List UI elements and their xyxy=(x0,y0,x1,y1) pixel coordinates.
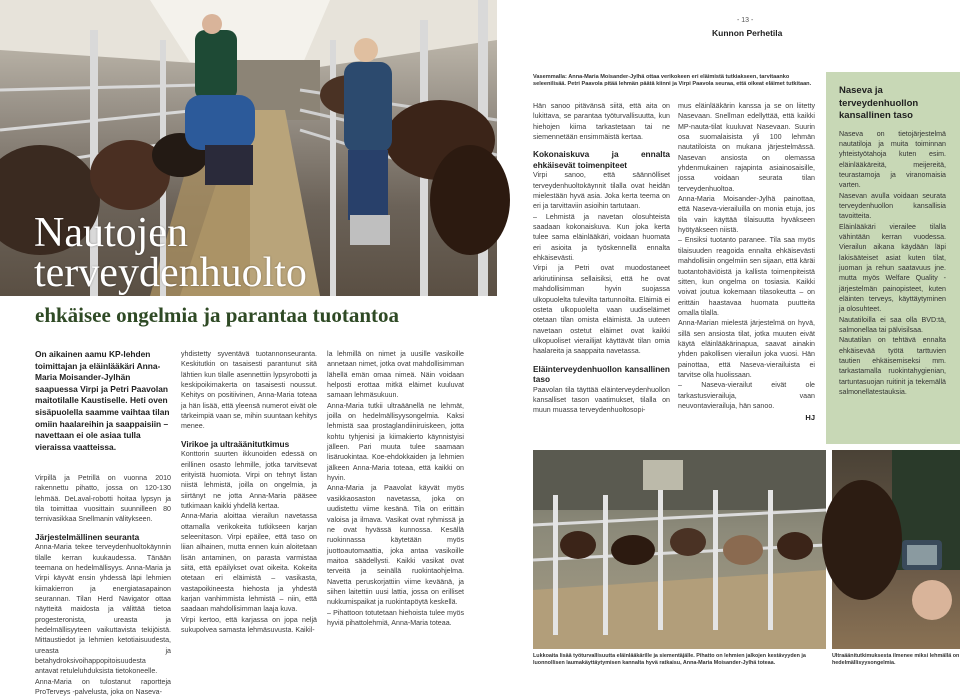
col5-paragraph: Anna-Maria Moisander-Jylhä painottaa, että Naseva-vierailuilla on monia etuja, jos tila vain käyttää tilaisuutta hyväkseen hyötyäkseen niistä. xyxy=(678,195,815,235)
info-box-title: Naseva ja terveydenhuollon kansallinen taso xyxy=(839,85,919,121)
col3-paragraph: – Pihattoon totutetaan hiehoista tulee myös hyviä pihattolehmiä, Anna-Maria toteaa. xyxy=(327,608,464,627)
info-box-paragraph: Nautatilan on tehtävä ennalta ehkäisevää työtä tarttuvien tautien ehkäisemiseksi mm. tarkastamalla ruokintahygienian, tartuntasuojan ruitinit ja tekemällä salmonellatestauksia. xyxy=(839,336,946,397)
column-1 xyxy=(35,473,171,697)
col5-paragraph: – Naseva-vierailut eivät ole tarkastusvierailuja, vaan neuvontavierailuja, hän sanoo. xyxy=(678,381,815,410)
col2-paragraph: Anna-Maria aloittaa vierailun navetassa ottamalla verikokeita tutkikseen karjan seleenitason. Virpi epäilee, että taso on liian alhainen, mutta ennen kuin aloitetaan lisän antaminen, on parasta varmistaa siitä, että epäilykset ovat oikeita. Kokeita otetaan eri eläimistä – vasikasta, vastapoikineesta hiehosta ja yhdestä karjan vanhimmista lehmistä – niin, että saadaan mahdollisimman laaja kuva. xyxy=(181,512,317,614)
col2-paragraph: Konttorin suurten ikkunoiden edessä on erillinen osasto lehmille, jotka tarvitsevat erityistä huomiota. Virpi on tehnyt listan niistä lehmistä, joilla on ongelmia, ja siirtänyt ne jotta Anna-Maria pääsee tutkimaan kaikki yhdellä kertaa. xyxy=(181,450,317,510)
col4-paragraph: Virpi sanoo, että säännölliset terveydenhuoltokäynnit tilalla ovat heidän mielestään hyvä asia. Joka kerta teema on eri ja tarvittaviin asioihin tartutaan. xyxy=(533,171,670,211)
col2-paragraph: yhdistetty syventävä tuotannonseuranta. Keskitutkin on tasaisesti parantunut sitä lähtien kun tilalle asennettiin lypsyrobotti ja keskipoikimakerta on tasaisesti noussut. Kehitys on positiivinen, Anna-Maria toteaa ja hän lisää, että yleensä numerot eivät ole tärkeimpiä vaan se, mihin suuntaan kehitys menee. xyxy=(181,350,317,431)
col1-paragraph: Anna-Maria on tulostanut raportteja ProTerveys -palvelusta, joka on Naseva- xyxy=(35,677,171,697)
col5-paragraph: – Ensiksi tuotanto paranee. Tila saa myös tilaisuuden reagoida ennalta ehkäisevästi mahdollisiin ongelmiin sen sijaan, että käräi tuotantohäviöistä ja kallista toimenpiteistä sitten, kun ongelma on tosiasia. Kaikki voivat joutua kokemaan tilasokeutta – on erittäin haastavaa huomata puutteita omalla tilalla. xyxy=(678,236,815,317)
author-signature: HJ xyxy=(805,413,815,423)
naseva-info-box xyxy=(826,72,960,444)
bottom-left-photo-caption: Lukkoaita lisää työturvallisuutta eläinlääkärille ja siementäjälle. Pihatto on lehmien jalkojen kestävyyden ja luonnollisen laumakäyttäytymisen kannalta hyvä ratkaisu, Anna-Maria Moisander-Jylhä toteaa. xyxy=(533,653,806,666)
photo-freestall-barn xyxy=(533,450,826,649)
magazine-name: Kunnon Perhetila xyxy=(712,28,783,38)
col3-paragraph: la lehmillä on nimet ja uusille vasikoille annetaan nimet, jotka ovat mahdollisimman lähellä emän omaa nimeä. Näin voidaan helposti erottaa mitkä eläimet kuuluvat samaan lehmäsukuun. xyxy=(327,350,464,400)
column-4 xyxy=(533,101,670,439)
col4-paragraph: Hän sanoo pitävänsä siitä, että aita on lukittava, se parantaa työturvallisuutta, kun hiehojen kiima tarkastetaan tai ne siemennetään ensimmäistä kertaa. xyxy=(533,102,670,142)
col4-subheading: Eläinterveydenhuollon kansallinen taso xyxy=(533,363,670,385)
column-5 xyxy=(678,101,815,439)
info-box-paragraph: Eläinlääkäri vierailee tilalla vähintään kerran vuodessa. Vierailun aikana käydään läpi lakisääteiset asiat kuten tilat, juoman ja rehun saatavuus jne. mutta myös Welfare Quality -järjestelmän painopisteet, kuten eläinten terveys, käyttäytyminen ja olosuhteet. xyxy=(839,222,946,314)
col2-subheading: Virikoe ja ultraäänitutkimus xyxy=(181,438,290,449)
article-title-line2: terveydenhuolto xyxy=(34,250,307,296)
freestall-illustration xyxy=(533,450,826,649)
article-title xyxy=(34,210,307,296)
bottom-right-photo-caption: Ultraäänitutkimuksesta ilmenee miksi lehmällä on hedelmällisyysongelmia. xyxy=(832,653,960,666)
column-3 xyxy=(327,349,464,667)
col1-subheading: Järjestelmällinen seuranta xyxy=(35,531,140,542)
info-box-paragraph: Nasevan avulla voidaan seurata terveydenhuollon kansallisia tavoitteita. xyxy=(839,191,946,221)
photo-ultrasound-exam xyxy=(832,450,960,649)
info-box-body xyxy=(839,129,946,398)
article-title-line1: Nautojen xyxy=(34,210,188,256)
col1-paragraph: Anna-Maria tekee terveydenhuoltokäynnin tilalle kerran kuukaudessa. Tänään teemana on hedelmällisyys. Anna-Maria ja Virpi käyvät ensin yhdessä läpi lehmien kiimakierron ja energiatasapainon seurannan. Tilan Herd Navigator ottaa näytteitä maidosta ja välittää tietoa progesteronista, ureasta ja hedelmällisyyteen vaikuttavista tekijöistä. Mittaustiedot ja lehmien ketotiaisuudesta, ureasta ja betahydroksivoihappopitoisuudesta antavat retuleluhduksista tietokoneelle. xyxy=(35,543,171,676)
info-box-paragraph: Nautatiloilla ei saa olla BVD:tä, salmonellaa tai pälvisilsaa. xyxy=(839,315,946,335)
col5-paragraph: mus eläinlääkärin kanssa ja se on liitetty Nasevaan. Snellman edellyttää, että kaikki MP-nauta-tilat kuuluvat Nasevaan. Suurin osa suomalaisista yli 100 lehmän nautatiloista on mukana järjestelmässä. Nasevan ansiosta on olemassa yhdenmukainen rajapinta asiainosaisille, jossa voidaan seurata tilan terveydenhuoltoa. xyxy=(678,102,815,193)
col4-subheading: Kokonaiskuva ja ennalta ehkäisevät toimenpiteet xyxy=(533,149,670,170)
page-number: - 13 - xyxy=(737,17,754,24)
col3-paragraph: Anna-Maria ja Paavolat käyvät myös vasikkaosaston navetassa, joka on uudistettu viime kesänä. Tila on erittäin valoisa ja ilmava. Vasikat ovat ryhmissä ja ne ovat hyvässä kunnossa. Kesällä ruokinnassa käytetään myös juottoautomaattia, joka antaa vasikoille maitoa säädellysti. Kaikki vasikat ovat terveitä ja seinällä ruokintaohjelma. Navetta peruskorjattiin viime keväänä, ja siihen laitettiin uusi lattia, jossa on erilliset nukkumispaikat ja ruokintapöytä keskellä. xyxy=(327,484,464,607)
col4-paragraph: Paavolan tila täyttää eläinterveydenhuollon kansalliset tason vaatimukset, tilalla on muun muassa terveydenhuoltosopi- xyxy=(533,385,670,415)
col2-paragraph: Virpi kertoo, että karjassa on jopa neljä sukupolvea samasta lehmäsuvusta. Kaikil- xyxy=(181,615,317,635)
ultrasound-illustration xyxy=(832,450,960,649)
column-2 xyxy=(181,349,317,667)
col1-paragraph: Virpillä ja Petrillä on vuonna 2010 rakennettu pihatto, jossa on 120-130 lehmää. DeLaval-robotti hoitaa lypsyn ja tila toimittaa vuosittain suunnilleen 80 ternivasikkaa Snellmanin välitykseen. xyxy=(35,474,171,524)
top-photo-caption: Vasemmalla: Anna-Maria Moisander-Jylhä ottaa verikokeen eri eläimistä tutkiakseen, tarvitaanko seleenilisää. Petri Paavola pitää lehmän päätä kiinni ja Virpi Paavola seuraa, että oikeat eläimet tutkitaan. xyxy=(533,74,812,87)
article-subtitle: ehkäisee ongelmia ja parantaa tuotantoa xyxy=(35,303,399,327)
lead-paragraph: On aikainen aamu KP-lehden toimittajan ja eläinlääkäri Anna-Maria Moisander-Jylhän saapuessa Virpi ja Petri Paavolan maitotilalle Kaustiselle. Heti oven sisäpuolella saamme vaihtaa tilan omiin haalareihin ja saappaisiin – navettaan ei ole asiaa tulla vieraissa vaatteissa. xyxy=(35,349,170,452)
col4-paragraph: Virpi ja Petri ovat muodostaneet arkirutiininsa sellaisiksi, että he ovat mahdollisimman hyvin suojassa ulkopuolelta tulevilta tartunnoilta. Eläimiä ei osteta ulkopuolelta vaan uudiseläimet otetaan tilan omista eläimistä. Ja uuteen navetaan ostetut eläimet ovat kaikki ulkopuoliset vierailijat käyttävät tilan omia haalareita ja saappaita navetassa. xyxy=(533,264,670,356)
info-box-paragraph: Naseva on tietojärjestelmä nautatiloja ja muita toiminnan yhteistyötahoja kuten esim. eläinlääkäreitä, meijereitä, teurastamoja ja viranomaisia varten. xyxy=(839,129,946,190)
col4-paragraph: – Lehmistä ja navetan olosuhteista saadaan kokonaiskuva. Kun joka kerta tulee sama eläinlääkäri, voidaan huomata eri asioita ja työskennellä ennalta ehkäisevästi. xyxy=(533,212,670,263)
col5-paragraph: Anna-Marian mielestä järjestelmä on hyvä, sillä sen ansiosta tilat, jotka muuten eivät käytä eläinlääkärinapua, saavat ainakin yhden pakollisen vierailun joka vuosi. Hän painottaa, että Naseva-vierailuista ei tarvitse olla huolissaan. xyxy=(678,319,815,379)
col3-paragraph: Anna-Maria tutkii ultraäänellä ne lehmät, joilla on hedelmällisyysongelmia. Kaksi lehmistä saa prostaglandiiniruiskeen, jotta kohtu tyhjenisi ja kiimakierto käynnistyisi jälleen. Pari muuta tulee saamaan lisäruokintaa. Koe-ehdokkaiden ja lehmien jälkeen Anna-Maria toteaa, että kaikki on hyvin. xyxy=(327,401,464,483)
